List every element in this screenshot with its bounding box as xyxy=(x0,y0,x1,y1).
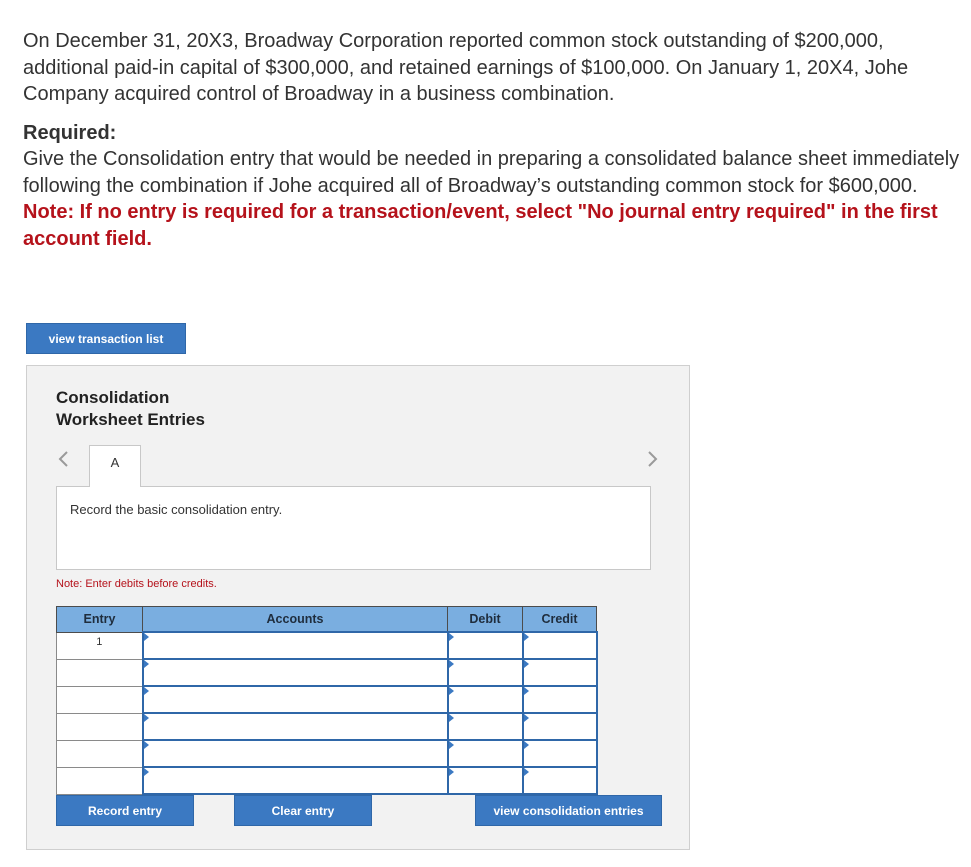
entry-number xyxy=(57,767,143,794)
account-select[interactable] xyxy=(143,740,448,767)
credit-input[interactable] xyxy=(523,767,597,794)
entry-number xyxy=(57,713,143,740)
clear-entry-button[interactable]: Clear entry xyxy=(234,795,372,826)
credit-input[interactable] xyxy=(523,713,597,740)
credit-input[interactable] xyxy=(523,686,597,713)
instruction-box xyxy=(56,486,651,570)
credit-input[interactable] xyxy=(523,659,597,686)
required-heading: Required: xyxy=(23,121,117,144)
journal-row xyxy=(57,686,597,713)
instruction-text: Record the basic consolidation entry. xyxy=(70,502,283,517)
credit-input[interactable] xyxy=(523,740,597,767)
account-select[interactable] xyxy=(143,713,448,740)
consolidation-panel xyxy=(26,365,690,850)
view-transaction-list-button[interactable]: view transaction list xyxy=(26,323,186,354)
chevron-right-icon[interactable] xyxy=(645,450,659,468)
debits-note: Note: Enter debits before credits. xyxy=(56,578,217,590)
debit-input[interactable] xyxy=(448,632,523,659)
journal-row xyxy=(57,713,597,740)
account-select[interactable] xyxy=(143,686,448,713)
journal-note: Note: If no entry is required for a transaction/event, select "No journal entry required" in the first account field. xyxy=(23,201,938,250)
record-entry-button[interactable]: Record entry xyxy=(56,795,194,826)
debit-input[interactable] xyxy=(448,740,523,767)
panel-title xyxy=(56,387,205,431)
problem-statement xyxy=(23,28,963,252)
debit-input[interactable] xyxy=(448,686,523,713)
account-select[interactable] xyxy=(143,632,448,659)
journal-header-row xyxy=(57,607,597,633)
credit-input[interactable] xyxy=(523,632,597,659)
entry-number xyxy=(57,740,143,767)
debit-input[interactable] xyxy=(448,767,523,794)
panel-title-line2: Worksheet Entries xyxy=(56,410,205,429)
journal-row xyxy=(57,740,597,767)
required-text: Give the Consolidation entry that would be needed in preparing a consolidated balance sheet immediately following the combination if Johe acquired all of Broadway’s outstanding common stock for $600,000. xyxy=(23,148,960,197)
debit-input[interactable] xyxy=(448,659,523,686)
entry-number: 1 xyxy=(57,632,143,659)
entry-number xyxy=(57,686,143,713)
account-select[interactable] xyxy=(143,659,448,686)
panel-title-line1: Consolidation xyxy=(56,388,170,407)
account-select[interactable] xyxy=(143,767,448,794)
journal-table xyxy=(56,606,598,795)
credit-column-header: Credit xyxy=(523,607,597,633)
journal-row xyxy=(57,767,597,794)
debit-column-header: Debit xyxy=(448,607,523,633)
tab-a[interactable]: A xyxy=(89,445,141,487)
entry-column-header: Entry xyxy=(57,607,143,633)
journal-row xyxy=(57,659,597,686)
accounts-column-header: Accounts xyxy=(143,607,448,633)
view-consolidation-entries-button[interactable]: view consolidation entries xyxy=(475,795,662,826)
chevron-left-icon[interactable] xyxy=(57,450,71,468)
problem-intro: On December 31, 20X3, Broadway Corporation reported common stock outstanding of $200,000, additional paid-in capital of $300,000, and retained earnings of $100,000. On January 1, 20X4, Johe Company acquired control of Broadway in a business combination. xyxy=(23,30,909,105)
journal-row xyxy=(57,632,597,659)
entry-number xyxy=(57,659,143,686)
debit-input[interactable] xyxy=(448,713,523,740)
